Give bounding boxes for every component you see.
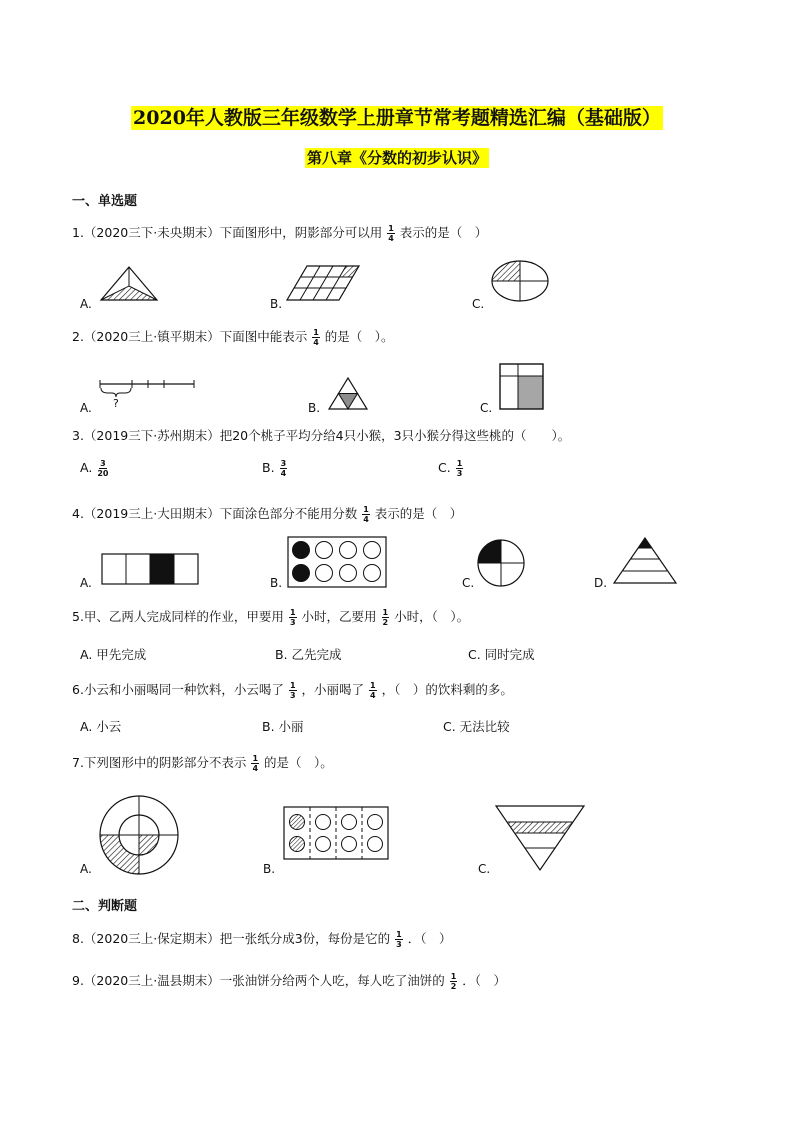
chapter-subtitle: 第八章《分数的初步认识》 (306, 149, 487, 167)
parallelogram-grid-figure (287, 264, 362, 304)
circles-grid-figure (282, 805, 390, 861)
ring-figure (98, 794, 180, 876)
option-c-label: C. (480, 401, 493, 415)
fraction: $\frac{3}{20}$ (97, 459, 109, 478)
fraction: $\frac{1}{3}$ (456, 459, 463, 478)
option-b[interactable]: B. 小丽 (262, 719, 304, 734)
brace-question-mark: ? (113, 397, 119, 410)
option-b-label: B. (263, 862, 276, 876)
inverted-triangle-figure (494, 804, 586, 876)
option-a-label: A. (80, 401, 92, 415)
fraction: $\frac{1}{4}$ (388, 224, 394, 243)
fraction: $\frac{1}{4}$ (313, 328, 319, 347)
fraction: $\frac{1}{2}$ (382, 608, 389, 627)
option-a-label: A. (80, 297, 92, 311)
question-6: 6.小云和小丽喝同一种饮料，小云喝了 $\frac{1}{3}$ ，小丽喝了 $\frac{1}{4}$ ，（ ）的饮料剩的多。 (72, 681, 513, 700)
fraction: $\frac{1}{2}$ (450, 972, 457, 991)
option-b-label: B. (270, 297, 283, 311)
layered-triangle-figure (612, 536, 678, 586)
option-a[interactable]: A. 小云 (80, 719, 122, 734)
triangle-figure (327, 376, 369, 412)
fraction: $\frac{1}{3}$ (289, 681, 296, 700)
option-b-label: B. (270, 576, 283, 590)
fraction: $\frac{3}{4}$ (280, 459, 287, 478)
option-c[interactable]: C. 同时完成 (468, 647, 535, 662)
option-c[interactable]: C. $\frac{1}{3}$ (438, 459, 463, 478)
option-c[interactable]: C. 无法比较 (443, 719, 510, 734)
triangle-figure (98, 264, 160, 304)
section-heading-true-false: 二、判断题 (72, 899, 138, 914)
option-a-label: A. (80, 862, 92, 876)
question-3: 3.（2019三下·苏州期末）把20个桃子平均分给4只小猴，3只小猴分得这些桃的（ ）。 (72, 428, 571, 443)
fraction: $\frac{1}{3}$ (289, 608, 296, 627)
option-a[interactable]: A. 甲先完成 (80, 647, 147, 662)
question-1: 1.（2020三下·未央期末）下面图形中，阴影部分可以用 $\frac{1}{4}$ 表示的是（ ） (72, 224, 488, 243)
question-8: 8.（2020三上·保定期末）把一张纸分成3份，每份是它的 $\frac{1}{3}$ ．（ ） (72, 930, 452, 949)
question-5: 5.甲、乙两人完成同样的作业，甲要用 $\frac{1}{3}$ 小时，乙要用 $\frac{1}{2}$ 小时，（ ）。 (72, 608, 470, 627)
circles-grid-figure (286, 535, 388, 589)
option-a[interactable]: A. $\frac{3}{20}$ (80, 459, 109, 478)
option-c-label: C. (462, 576, 475, 590)
circle-quarters-figure (476, 538, 526, 588)
question-7: 7.下列图形中的阴影部分不表示 $\frac{1}{4}$ 的是（ ）。 (72, 754, 333, 773)
option-b[interactable]: B. $\frac{3}{4}$ (262, 459, 287, 478)
question-9: 9.（2020三上·温县期末）一张油饼分给两个人吃，每人吃了油饼的 $\frac{1}{2}$ ．（ ） (72, 972, 507, 991)
square-figure (498, 362, 546, 412)
fraction: $\frac{1}{4}$ (252, 754, 259, 773)
fraction: $\frac{1}{3}$ (396, 930, 402, 949)
option-b[interactable]: B. 乙先完成 (275, 647, 342, 662)
fraction: $\frac{1}{4}$ (370, 681, 376, 700)
document-title: 2020年人教版三年级数学上册章节常考题精选汇编（基础版） (133, 107, 661, 129)
option-a-label: A. (80, 576, 92, 590)
section-heading-single-choice: 一、单选题 (72, 194, 138, 209)
oval-figure (490, 259, 552, 305)
question-2: 2.（2020三上·镇平期末）下面图中能表示 $\frac{1}{4}$ 的是（ ）。 (72, 328, 394, 347)
question-4: 4.（2019三上·大田期末）下面涂色部分不能用分数 $\frac{1}{4}$ 表示的是（ ） (72, 505, 463, 524)
option-c-label: C. (478, 862, 491, 876)
fraction: $\frac{1}{4}$ (363, 505, 369, 524)
option-b-label: B. (308, 401, 321, 415)
option-d-label: D. (594, 576, 608, 590)
rectangle-strip-figure (100, 552, 200, 586)
option-c-label: C. (472, 297, 485, 311)
